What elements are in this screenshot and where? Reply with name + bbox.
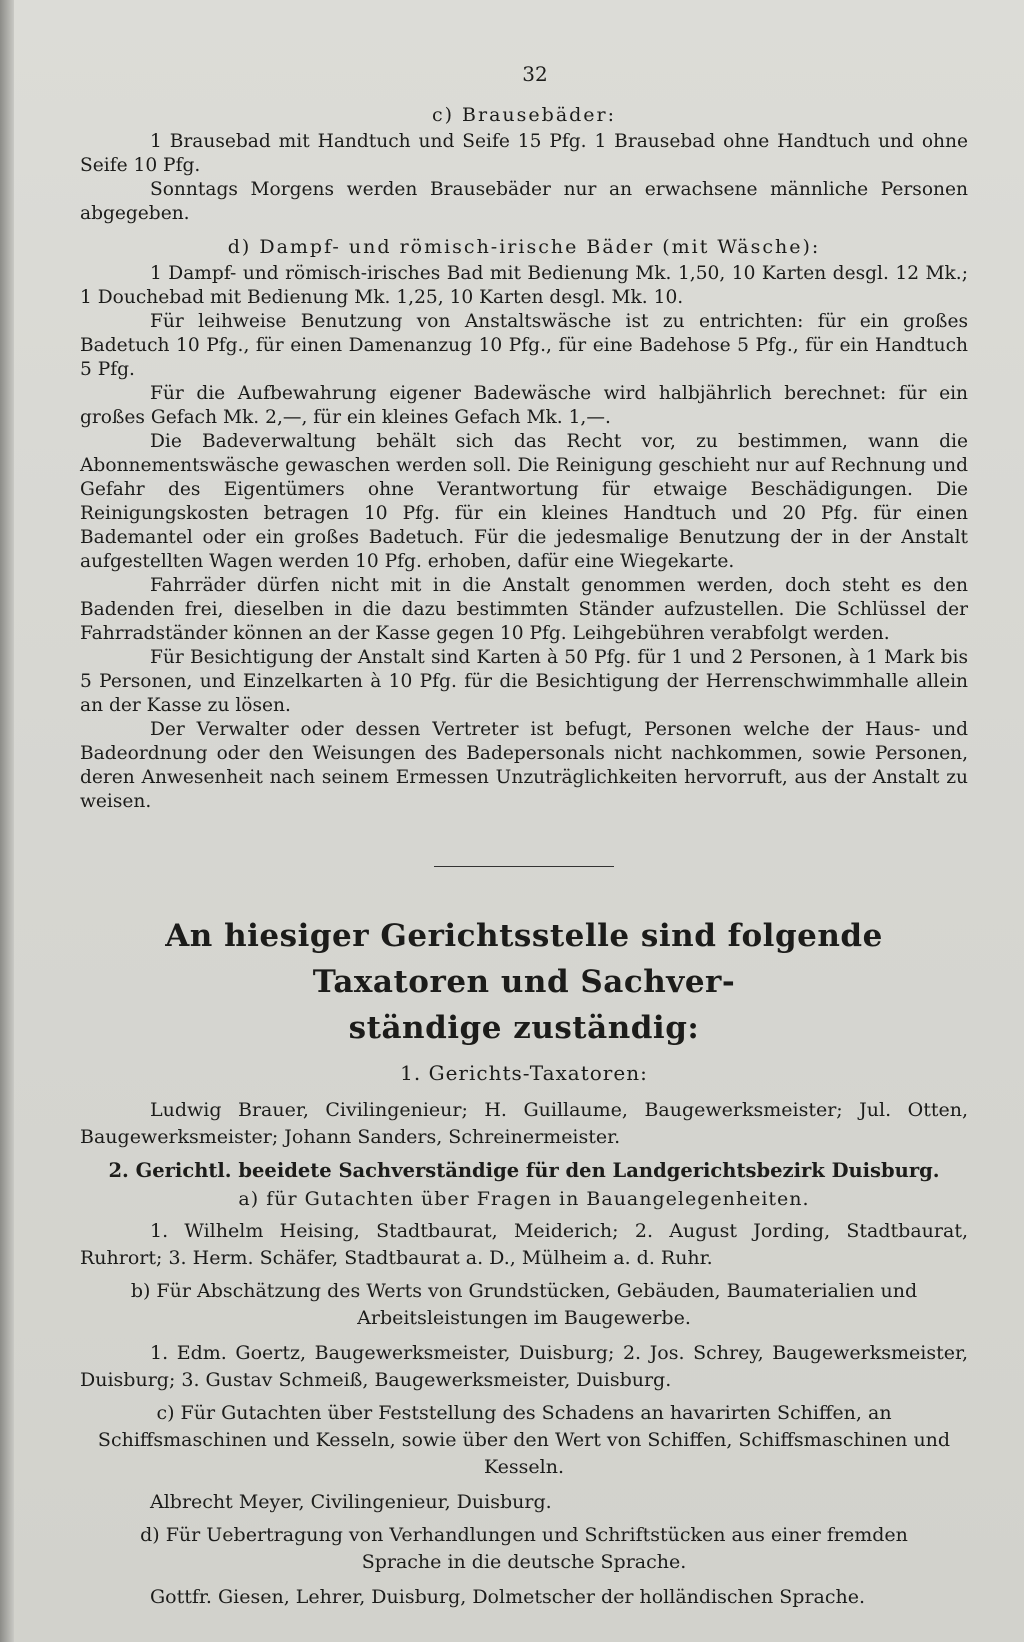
paragraph-manager-authority: Der Verwalter oder dessen Vertreter ist befugt, Personen welche der Haus- und Badeordnung oder den Weisungen des Badepersonals nicht nachkommen, sowie Personen, deren Anwesenheit nach seinem Ermessen Unzuträglichkeiten hervorruft, aus der Anstalt zu weisen. [80, 719, 968, 812]
section-2b-names: 1. Edm. Goertz, Baugewerksmeister, Duisburg; 2. Jos. Schrey, Baugewerksmeister, Duisburg; 3. Gustav Schmeiß, Baugewerksmeister, Duisburg. [80, 1342, 968, 1391]
section-2d-names: Gottfr. Giesen, Lehrer, Duisburg, Dolmetscher der holländischen Sprache. [150, 1586, 866, 1608]
court-experts-title-line1: An hiesiger Gerichtsstelle sind folgende Taxatoren und Sachver- [165, 918, 883, 1000]
paragraph-laundry-rental: Für leihweise Benutzung von Anstaltswäsche ist zu entrichten: für ein großes Badetuch 10 Pfg., für einen Damenanzug 10 Pfg., für eine Badehose 5 Pfg., für ein Handtuch 5 Pfg. [80, 311, 968, 380]
section-1-heading: 1. Gerichts-Taxatoren: [400, 1061, 648, 1085]
page-number: 32 [522, 62, 548, 86]
section-2c-heading: c) Für Gutachten über Feststellung des Schadens an havarirten Schiffen, an Schiffsmaschinen und Kesseln, sowie über den Wert von Schiffen, Schiffsmaschinen und Kesseln. [97, 1402, 951, 1478]
section-d-heading: d) Dampf- und römisch-irische Bäder (mit Wäsche): [227, 236, 821, 258]
paragraph-laundry-storage: Für die Aufbewahrung eigener Badewäsche wird halbjährlich berechnet: für ein großes Gefach Mk. 2,—, für ein kleines Gefach Mk. 1,—. [80, 383, 968, 428]
paragraph-dampfbad-prices: 1 Dampf- und römisch-irisches Bad mit Bedienung Mk. 1,50, 10 Karten desgl. 12 Mk.; 1 Douchebad mit Bedienung Mk. 1,25, 10 Karten desgl. Mk. 10. [80, 263, 968, 308]
court-experts-title-line2: ständige zuständig: [348, 1010, 700, 1046]
section-2b-heading: b) Für Abschätzung des Werts von Grundstücken, Gebäuden, Baumaterialien und Arbeitsleistungen im Baugewerbe. [130, 1280, 918, 1329]
section-2a-names: 1. Wilhelm Heising, Stadtbaurat, Meiderich; 2. August Jording, Stadtbaurat, Ruhrort; 3. Herm. Schäfer, Stadtbaurat a. D., Mülheim a. d. Ruhr. [80, 1220, 968, 1269]
section-2-heading: 2. Gerichtl. beeidete Sachverständige für den Landgerichtsbezirk Duisburg. [108, 1159, 940, 1182]
paragraph-sunday-rule: Sonntags Morgens werden Brausebäder nur an erwachsene männliche Personen abgegeben. [80, 179, 968, 224]
section-c-heading: c) Brausebäder: [431, 104, 617, 126]
section-divider [434, 866, 614, 867]
section-1-names: Ludwig Brauer, Civilingenieur; H. Guillaume, Baugewerksmeister; Jul. Otten, Baugewerksmeister; Johann Sanders, Schreinermeister. [80, 1099, 968, 1148]
court-experts-title [80, 913, 968, 1051]
paragraph-administration-rights: Die Badeverwaltung behält sich das Recht vor, zu bestimmen, wann die Abonnementswäsche gewaschen werden soll. Die Reinigung geschieht nur auf Rechnung und Gefahr des Eigentümers ohne Verantwortung für etwaige Beschädigungen. Die Reinigungskosten betragen 10 Pfg. für ein kleines Handtuch und 20 Pfg. für einen Bademantel oder ein großes Badetuch. Für die jedesmalige Benutzung der in der Anstalt aufgestellten Wagen werden 10 Pfg. erhoben, dafür eine Wiegekarte. [80, 431, 968, 572]
paragraph-bicycles: Fahrräder dürfen nicht mit in die Anstalt genommen werden, doch steht es den Badenden frei, dieselben in die dazu bestimmten Ständer aufzustellen. Die Schlüssel der Fahrradständer können an der Kasse gegen 10 Pfg. Leihgebühren verabfolgt werden. [80, 575, 968, 644]
section-2c-names: Albrecht Meyer, Civilingenieur, Duisburg. [150, 1491, 552, 1513]
section-2d-heading: d) Für Uebertragung von Verhandlungen und Schriftstücken aus einer fremden Sprache in die deutsche Sprache. [140, 1524, 908, 1573]
paragraph-visits: Für Besichtigung der Anstalt sind Karten à 50 Pfg. für 1 und 2 Personen, à 1 Mark bis 5 Personen, und Einzelkarten à 10 Pfg. für die Besichtigung der Herrenschwimmhalle allein an der Kasse zu lösen. [80, 647, 968, 716]
paragraph-brausebad-prices: 1 Brausebad mit Handtuch und Seife 15 Pfg. 1 Brausebad ohne Handtuch und ohne Seife 10 Pfg. [80, 131, 968, 176]
section-2a-heading: a) für Gutachten über Fragen in Bauangelegenheiten. [238, 1188, 810, 1210]
